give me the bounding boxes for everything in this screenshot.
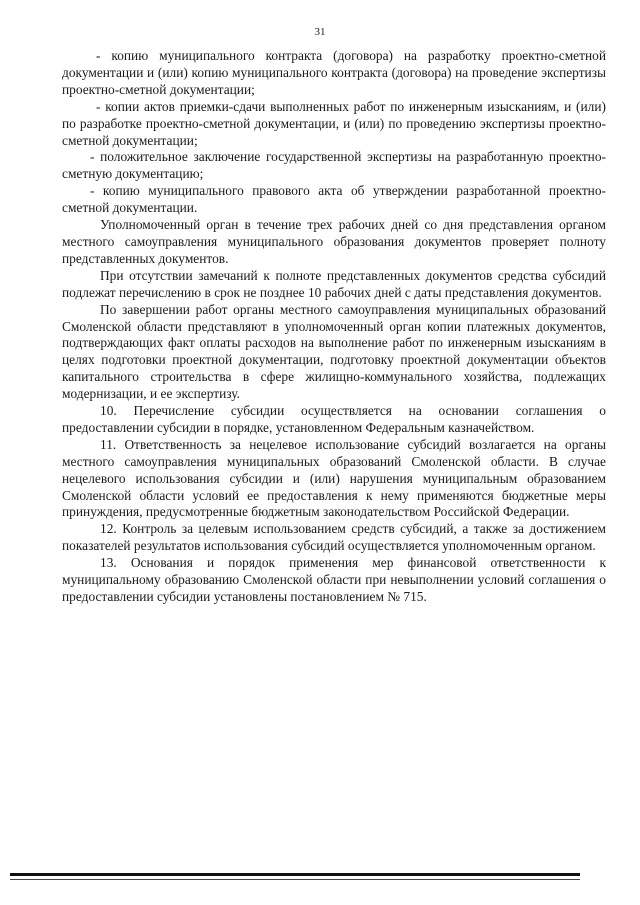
bottom-rule-thin xyxy=(10,879,580,880)
paragraph-payment-documents: По завершении работ органы местного самоуправления муниципальных образований Смоленской области представляют в уполномоченный орган копии платежных документов, подтверждающих факт оплаты расходов на выполнение работ по инженерным изысканиям в целях подготовки проектной документации, подготовку проектной документации объектов капитального строительства в сфере жилищно-коммунального хозяйства, подлежащих модернизации, и ее экспертизу. xyxy=(62,301,606,402)
clause-13: 13. Основания и порядок применения мер финансовой ответственности к муниципальному образованию Смоленской области при невыполнении условий соглашения о предоставлении субсидии установлены постановлением № 715. xyxy=(62,555,606,604)
paragraph-verification: Уполномоченный орган в течение трех рабочих дней со дня представления органом местного самоуправления муниципального образования документов проверяет полноту представленных документов. xyxy=(62,217,606,266)
document-body xyxy=(62,48,606,606)
bottom-rule xyxy=(10,873,580,876)
clause-11: 11. Ответственность за нецелевое использование субсидий возлагается на органы местного самоуправления муниципальных образований Смоленской области. В случае нецелевого использования субсидии и (или) нарушения муниципальным образованием Смоленской области условий ее предоставления к нему применяются бюджетные меры принуждения, предусмотренные бюджетным законодательством Российской Федерации. xyxy=(62,436,606,520)
paragraph-transfer-deadline: При отсутствии замечаний к полноте представленных документов средства субсидий подлежат перечислению в срок не позднее 10 рабочих дней с даты представления документов. xyxy=(62,267,606,300)
clause-12: 12. Контроль за целевым использованием средств субсидий, а также за достижением показателей результатов использования субсидий осуществляется уполномоченным органом. xyxy=(62,521,606,554)
clause-10: 10. Перечисление субсидии осуществляется на основании соглашения о предоставлении субсидии в порядке, установленном Федеральным казначейством. xyxy=(62,403,606,435)
list-item-legal-act-copy: - копию муниципального правового акта об утверждении разработанной проектно-сметной документации. xyxy=(62,183,606,216)
list-item-acceptance-acts: - копии актов приемки-сдачи выполненных работ по инженерным изысканиям, и (или) по разработке проектно-сметной документации, и (или) по проведению экспертизы проектно-сметной документации; xyxy=(62,98,606,148)
page-number: 31 xyxy=(314,26,326,38)
list-item-expertise-conclusion: - положительное заключение государственной экспертизы на разработанную проектно-сметную документацию; xyxy=(62,149,606,182)
list-item-contract-copy: - копию муниципального контракта (договора) на разработку проектно-сметной документации и (или) копию муниципального контракта (договора) на проведение экспертизы проектно-сметной документации; xyxy=(62,48,606,97)
